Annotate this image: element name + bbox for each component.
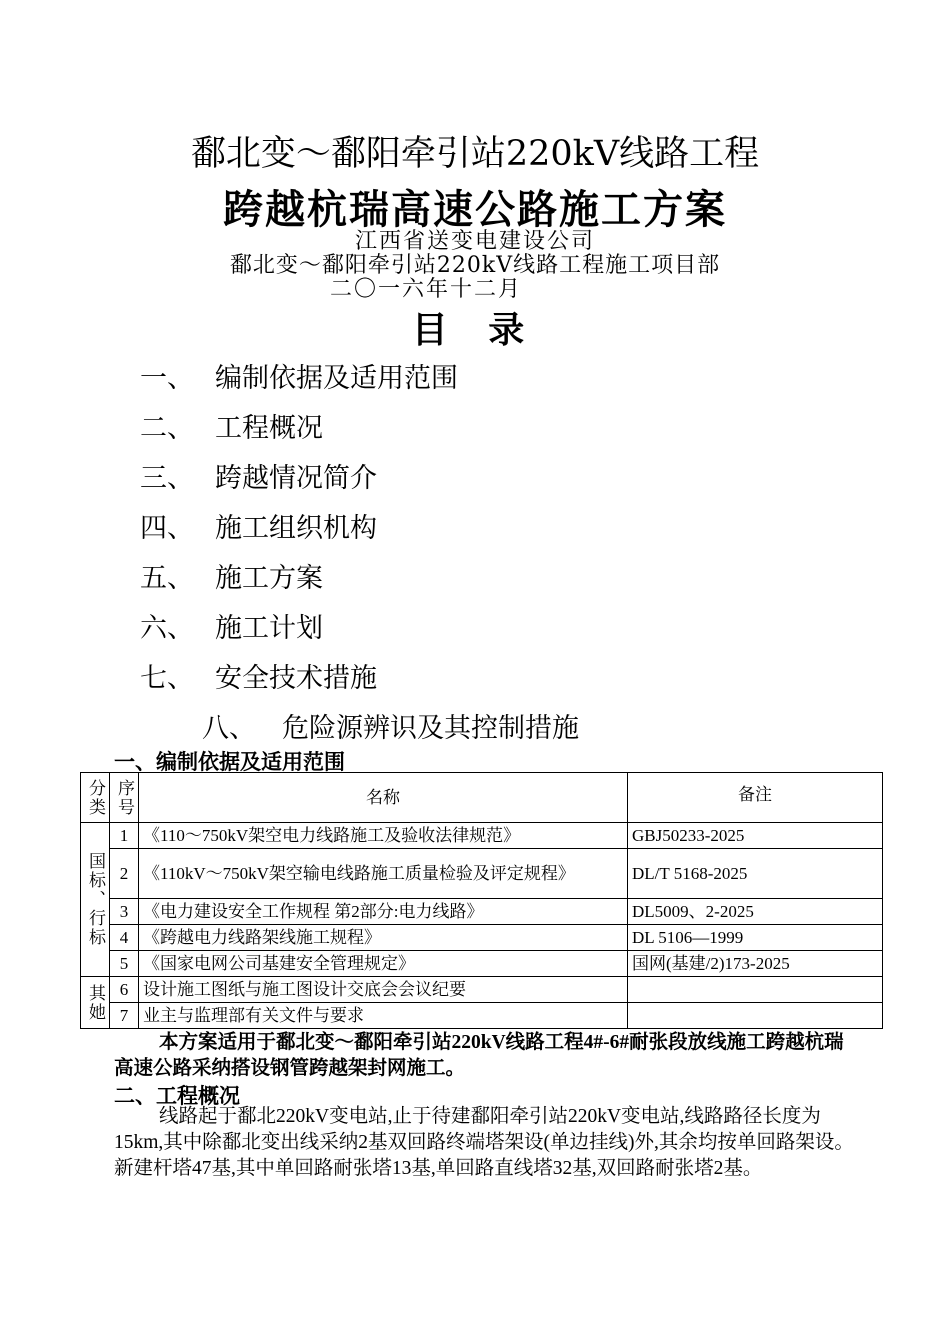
row-seq: 5 <box>110 951 139 977</box>
toc-item <box>140 456 377 495</box>
toc-item <box>140 406 323 445</box>
row-name: 《国家电网公司基建安全管理规定》 <box>139 951 628 977</box>
toc-item-number: 五、 <box>140 563 194 594</box>
table-row <box>81 823 883 849</box>
toc-item-label: 施工计划 <box>215 613 323 644</box>
row-remark: DL5009、2-2025 <box>628 899 883 925</box>
toc-title: 目 录 <box>411 309 539 351</box>
row-remark: DL/T 5168-2025 <box>628 849 883 899</box>
row-name: 《电力建设安全工作规程 第2部分:电力线路》 <box>139 899 628 925</box>
header-name: 名称 <box>139 773 628 823</box>
group-other: 其她 <box>81 977 110 1029</box>
document-title-line2: 跨越杭瑞高速公路施工方案 <box>223 186 727 233</box>
row-remark: DL 5106—1999 <box>628 925 883 951</box>
toc-item <box>140 606 323 645</box>
row-seq: 3 <box>110 899 139 925</box>
toc-item-number: 八、 <box>202 713 256 744</box>
toc-item-number: 四、 <box>140 513 194 544</box>
toc-item <box>140 506 377 545</box>
toc-item-label: 安全技术措施 <box>215 663 377 694</box>
toc-item-label: 工程概况 <box>215 413 323 444</box>
toc-item-number: 七、 <box>140 663 194 694</box>
row-name: 《110kV～750kV架空输电线路施工质量检验及评定规程》 <box>139 849 628 899</box>
section1-heading: 一、编制依据及适用范围 <box>114 750 345 774</box>
table-header-row <box>81 773 883 823</box>
toc-item-label: 施工方案 <box>215 563 323 594</box>
row-seq: 7 <box>110 1003 139 1029</box>
row-name: 《110～750kV架空电力线路施工及验收法律规范》 <box>139 823 628 849</box>
row-seq: 2 <box>110 849 139 899</box>
row-name: 设计施工图纸与施工图设计交底会会议纪要 <box>139 977 628 1003</box>
company-name: 江西省送变电建设公司 <box>354 229 595 254</box>
row-remark <box>628 977 883 1003</box>
toc-item <box>140 356 458 395</box>
project-department: 鄱北变～鄱阳牵引站220kV线路工程施工项目部 <box>229 253 721 278</box>
header-category: 分类 <box>81 773 110 823</box>
references-table <box>80 772 883 1029</box>
row-remark: GBJ50233-2025 <box>628 823 883 849</box>
table-row <box>81 977 883 1003</box>
toc-item-label: 编制依据及适用范围 <box>215 363 458 394</box>
table-row <box>81 849 883 899</box>
toc-item-label: 施工组织机构 <box>215 513 377 544</box>
row-seq: 1 <box>110 823 139 849</box>
toc-item-label: 危险源辨识及其控制措施 <box>282 713 579 744</box>
row-name: 《跨越电力线路架线施工规程》 <box>139 925 628 951</box>
toc-item-number: 一、 <box>140 363 194 394</box>
toc-item-number: 二、 <box>140 413 194 444</box>
scope-paragraph: 本方案适用于鄱北变～鄱阳牵引站220kV线路工程4#-6#耐张段放线施工跨越杭瑞高速公路采纳搭设钢管跨越架封网施工。 <box>114 1032 844 1079</box>
toc-item-label: 跨越情况简介 <box>215 463 377 494</box>
row-name: 业主与监理部有关文件与要求 <box>139 1003 628 1029</box>
toc-item-number: 三、 <box>140 463 194 494</box>
toc-item <box>140 556 323 595</box>
header-seq: 序号 <box>110 773 139 823</box>
row-seq: 6 <box>110 977 139 1003</box>
row-remark <box>628 1003 883 1029</box>
group-national-standards: 国标、行标 <box>81 823 110 977</box>
table-row <box>81 925 883 951</box>
row-remark: 国网(基建/2)173-2025 <box>628 951 883 977</box>
toc-item <box>202 706 579 745</box>
toc-item <box>140 656 377 695</box>
project-overview-paragraph: 线路起于鄱北220kV变电站,止于待建鄱阳牵引站220kV变电站,线路路径长度为15km,其中除鄱北变出线采纳2基双回路终端塔架设(单边挂线)外,其余均按单回路架设。新建杆塔47基,其中单回路耐张塔13基,单回路直线塔32基,双回路耐张塔2基。 <box>114 1106 854 1179</box>
header-remark: 备注 <box>628 773 883 823</box>
table-row <box>81 951 883 977</box>
table-row <box>81 899 883 925</box>
document-title-line1: 鄱北变～鄱阳牵引站220kV线路工程 <box>190 134 760 174</box>
section2-heading: 二、工程概况 <box>114 1084 240 1108</box>
toc-item-number: 六、 <box>140 613 194 644</box>
document-date: 二〇一六年十二月 <box>330 277 523 302</box>
row-seq: 4 <box>110 925 139 951</box>
table-row <box>81 1003 883 1029</box>
